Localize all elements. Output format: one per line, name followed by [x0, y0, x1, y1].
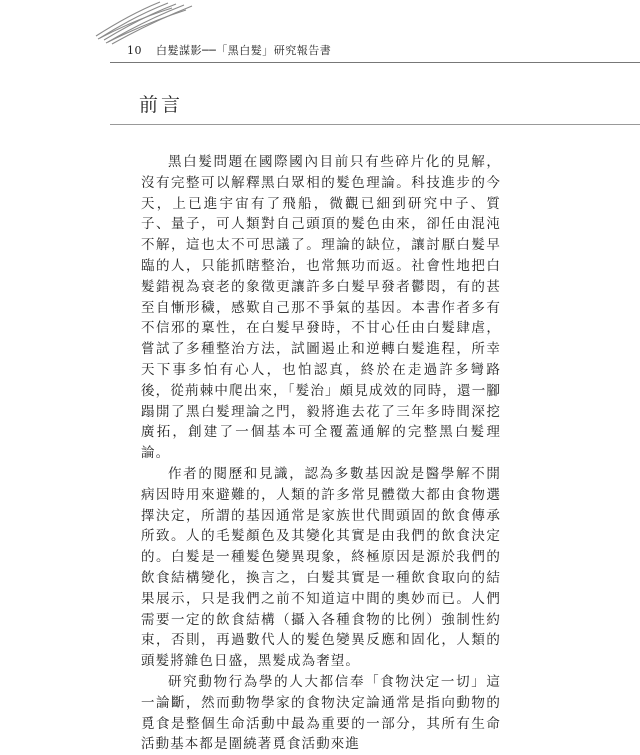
running-header: [127, 42, 331, 58]
paragraph: 黑白髮問題在國際國內目前只有些碎片化的見解，沒有完整可以解釋黑白眾相的髮色理論。科技進步的今天，上已進宇宙有了飛船，微觀已細到研究中子、質子、量子，可人類對自己頭頂的髮色由來，卻任由混沌不解，這也太不可思議了。理論的缺位，讓討厭白髮早臨的人，只能抓瞎整治，也常無功而返。社會性地把白髮錯視為衰老的象徵更讓許多白髮早發者鬱悶，有的甚至自慚形穢，感歎自己那不爭氣的基因。本書作者多有不信邪的稟性，在白髮早發時，不甘心任由白髮肆虐，嘗試了多種整治方法，試圖遏止和逆轉白髮進程，所幸天下事多怕有心人，也怕認真，終於在走過許多彎路後，從荊棘中爬出來，「髮治」頗見成效的同時，還一腳蹋開了黑白髮理論之門，毅將進去花了三年多時間深挖廣拓，創建了一個基本可全覆蓋通解的完整黑白髮理論。: [141, 154, 501, 462]
running-title: 白髮謀影──「黑白髮」研究報告書: [156, 44, 332, 57]
paragraph: 研究動物行為學的人大都信奉「食物決定一切」這一論斷，然而動物學家的食物決定論通常是指向動物的覓食是整個生命活動中最為重要的一部分，其所有生命活動基本都是圍繞著覓食活動來進: [141, 673, 501, 753]
header-rule: [110, 62, 640, 63]
paragraph: 作者的閱歷和見識，認為多數基因說是醫學解不開病因時用來避難的，人類的許多常見體徵大都由食物選擇決定，所謂的基因通常是家族世代間頭固的飲食傳承所致。人的毛髮顏色及其變化其實是由我們的飲食決定的。白髮是一種髮色變異現象，終極原因是源於我們的飲食結構變化，換言之，白髮其實是一種飲食取向的結果展示，只是我們之前不知道這中間的奧妙而已。人們需要一定的飲食結構（攝入各種食物的比例）強制性約束，否則，再過數代人的髮色變異反應和固化，人類的頭髮將雜色日盛，黑髮成為奢望。: [141, 465, 501, 670]
body-text: [141, 152, 501, 755]
section-title: 前言: [139, 94, 184, 116]
page-number: 10: [127, 44, 142, 57]
section-rule: [110, 124, 640, 125]
